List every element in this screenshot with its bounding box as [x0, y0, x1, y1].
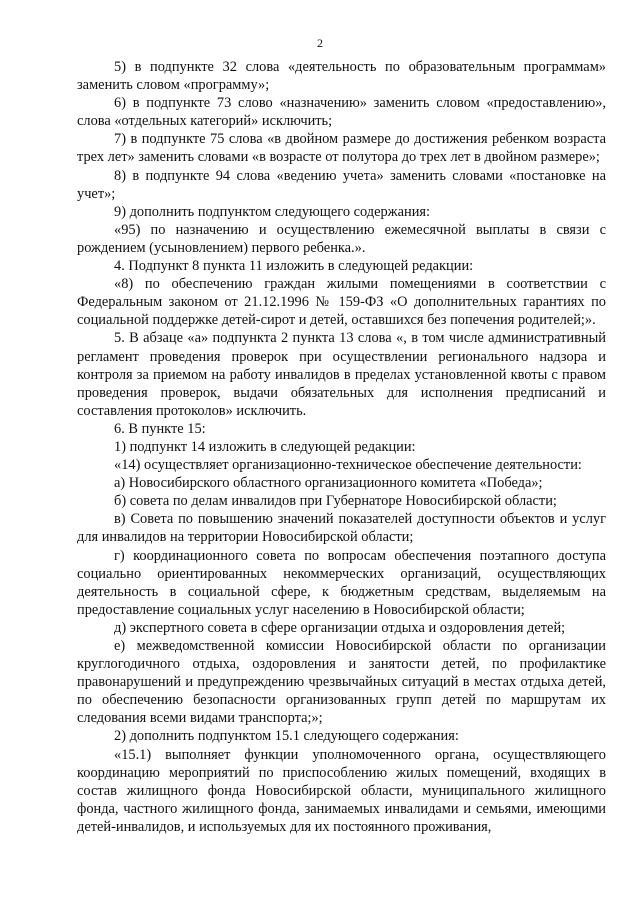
paragraph: «8) по обеспечению граждан жилыми помещениями в соответствии с Федеральным законом от 21.12.1996 № 159-ФЗ «О дополнительных гарантиях по социальной поддержке детей-сирот и детей, оставшихся без попечения родителей;». [77, 276, 606, 329]
paragraph: е) межведомственной комиссии Новосибирской области по организации круглогодичного отдыха, оздоровления и занятости детей, по профилактике правонарушений и предупреждению чрезвычайных ситуаций в местах отдыха детей, по обеспечению безопасности организованных групп детей по маршрутам их следования всеми видами транспорта;»; [77, 638, 606, 727]
paragraph: а) Новосибирского областного организационного комитета «Победа»; [114, 475, 543, 492]
paragraph: 5. В абзаце «а» подпункта 2 пункта 13 слова «, в том числе административный регламент проведения проверок при осуществлении регионального надзора и контроля за приемом на работу инвалидов в пределах установленной квоты с правом проведения проверок, выдачи обязательных для исполнения предписаний и составления протоколов» исключить. [77, 330, 606, 419]
paragraph: 5) в подпункте 32 слова «деятельность по образовательным программам» заменить словом «программу»; [77, 59, 606, 94]
paragraph: «14) осуществляет организационно-техническое обеспечение деятельности: [114, 457, 582, 474]
paragraph: д) экспертного совета в сфере организации отдыха и оздоровления детей; [114, 619, 566, 636]
paragraph: 9) дополнить подпунктом следующего содержания: [114, 203, 431, 220]
page-number: 2 [317, 36, 323, 50]
document-body [77, 58, 606, 836]
paragraph: 4. Подпункт 8 пункта 11 изложить в следующей редакции: [114, 258, 474, 275]
paragraph: б) совета по делам инвалидов при Губернаторе Новосибирской области; [114, 493, 557, 510]
paragraph: г) координационного совета по вопросам обеспечения поэтапного доступа социально ориентированных некоммерческих организаций, осуществляющих деятельность в социальной сфере, к бюджетным средствам, выделяемым на предоставление социальных услуг населению в Новосибирской области; [77, 547, 606, 618]
paragraph: 1) подпункт 14 изложить в следующей редакции: [114, 438, 416, 455]
paragraph: 6. В пункте 15: [114, 420, 206, 437]
paragraph: «15.1) выполняет функции уполномоченного органа, осуществляющего координацию мероприятий по приспособлению жилых помещений, входящих в состав жилищного фонда Новосибирской области, муниципального жилищного фонда, частного жилищного фонда, занимаемых инвалидами и семьями, имеющими детей-инвалидов, и используемых для их постоянного проживания, [77, 746, 606, 835]
paragraph: «95) по назначению и осуществлению ежемесячной выплаты в связи с рождением (усыновлением) первого ребенка.». [77, 221, 606, 256]
paragraph: 2) дополнить подпунктом 15.1 следующего содержания: [114, 728, 459, 745]
paragraph: в) Совета по повышению значений показателей доступности объектов и услуг для инвалидов на территории Новосибирской области; [77, 511, 606, 546]
paragraph: 7) в подпункте 75 слова «в двойном размере до достижения ребенком возраста трех лет» заменить словами «в возрасте от полутора до трех лет в двойном размере»; [77, 131, 606, 166]
paragraph: 8) в подпункте 94 слова «ведению учета» заменить словами «постановке на учет»; [77, 167, 606, 202]
paragraph: 6) в подпункте 73 слово «назначению» заменить словом «предоставлению», слова «отдельных категорий» исключить; [77, 95, 606, 130]
